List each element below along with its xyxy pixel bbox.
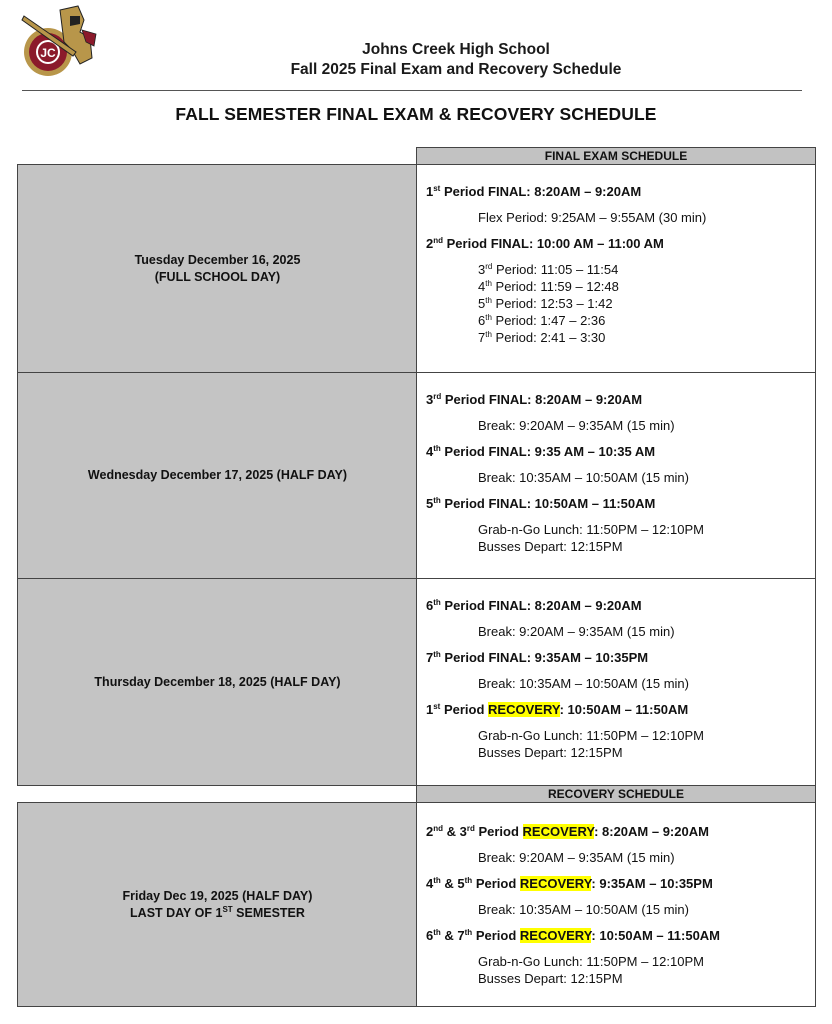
- time-range: Period: 11:59 – 12:48: [491, 279, 619, 294]
- day-cell-wednesday: [17, 372, 417, 579]
- time-range: Busses Depart: 12:15PM: [478, 539, 623, 554]
- schedule-detail-line: [426, 953, 815, 970]
- schedule-detail-line: [426, 901, 815, 918]
- schedule-detail-line: [426, 849, 815, 866]
- ordinal-suffix: ST: [222, 904, 233, 914]
- time-range: Period: 1:47 – 2:36: [491, 313, 606, 328]
- time-range: Period: 2:41 – 3:30: [491, 330, 606, 345]
- period-label: Period: [472, 876, 520, 891]
- time-range: Grab-n-Go Lunch: 11:50PM – 12:10PM: [478, 522, 704, 537]
- period-label: Period: [440, 702, 489, 717]
- schedule-detail-line: [426, 538, 815, 555]
- ordinal-suffix: rd: [433, 392, 442, 401]
- time-range: Period FINAL: 9:35 AM – 10:35 AM: [440, 444, 656, 459]
- time-range: Busses Depart: 12:15PM: [478, 971, 623, 986]
- day-type-text: SEMESTER: [232, 905, 305, 920]
- exam-period-line: [426, 701, 815, 718]
- recovery-highlight: RECOVERY: [519, 928, 592, 943]
- schedule-detail-line: [426, 417, 815, 434]
- period-number: 4: [426, 444, 434, 459]
- recovery-highlight: RECOVERY: [488, 702, 560, 717]
- exam-period-line: [426, 875, 815, 892]
- time-range: : 9:35AM – 10:35PM: [591, 876, 713, 891]
- period-number: 7: [426, 650, 434, 665]
- schedule-detail-line: [426, 727, 815, 744]
- time-range: Break: 10:35AM – 10:50AM (15 min): [478, 676, 689, 691]
- period-label: Period: [472, 928, 520, 943]
- schedule-detail-line: [426, 675, 815, 692]
- period-number: 1: [426, 184, 434, 199]
- exam-period-line: [426, 495, 815, 512]
- schedule-cell-thursday: [416, 578, 816, 786]
- day-cell-tuesday: [17, 164, 417, 373]
- logo-text: JC: [40, 46, 56, 60]
- day-type: [123, 905, 313, 922]
- final-exam-schedule-header: FINAL EXAM SCHEDULE: [416, 147, 816, 165]
- day-type-text: LAST DAY OF 1: [130, 905, 223, 920]
- period-number: & 7: [440, 928, 465, 943]
- schedule-cell-tuesday: [416, 164, 816, 373]
- period-number: & 5: [440, 876, 465, 891]
- ordinal-suffix: th: [433, 496, 441, 505]
- page-title: FALL SEMESTER FINAL EXAM & RECOVERY SCHEDULE: [175, 104, 657, 124]
- period-number: 2: [426, 236, 434, 251]
- ordinal-suffix: th: [485, 279, 492, 288]
- exam-period-line: [426, 649, 815, 666]
- time-range: Grab-n-Go Lunch: 11:50PM – 12:10PM: [478, 954, 704, 969]
- time-range: Period: 12:53 – 1:42: [491, 296, 613, 311]
- schedule-detail-line: [426, 295, 815, 312]
- time-range: : 8:20AM – 9:20AM: [594, 824, 709, 839]
- day-type: (FULL SCHOOL DAY): [154, 269, 281, 284]
- school-logo-spartan: [20, 2, 106, 82]
- schedule-detail-line: [426, 469, 815, 486]
- time-range: Break: 9:20AM – 9:35AM (15 min): [478, 624, 675, 639]
- day-label: Tuesday December 16, 2025: [134, 252, 301, 267]
- time-range: Period FINAL: 8:20AM – 9:20AM: [440, 184, 642, 199]
- ordinal-suffix: nd: [433, 236, 444, 245]
- recovery-highlight: RECOVERY: [519, 876, 592, 891]
- ordinal-suffix: st: [433, 702, 441, 711]
- exam-period-line: [426, 183, 815, 200]
- ordinal-suffix: th: [433, 650, 441, 659]
- exam-period-line: [426, 391, 815, 408]
- time-range: Period FINAL: 8:20AM – 9:20AM: [440, 598, 642, 613]
- exam-period-line: [426, 597, 815, 614]
- recovery-highlight: RECOVERY: [522, 824, 595, 839]
- schedule-detail-line: [426, 970, 815, 987]
- schedule-detail-line: [426, 261, 815, 278]
- period-number: 1: [426, 702, 434, 717]
- schedule-cell-friday: [416, 802, 816, 1007]
- time-range: Busses Depart: 12:15PM: [478, 745, 623, 760]
- schedule-detail-line: [426, 521, 815, 538]
- time-range: Break: 10:35AM – 10:50AM (15 min): [478, 902, 689, 917]
- schedule-detail-line: [426, 312, 815, 329]
- exam-period-line: [426, 823, 815, 840]
- schedule-detail-line: [426, 278, 815, 295]
- day-cell-friday: [17, 802, 417, 1007]
- recovery-schedule-header: RECOVERY SCHEDULE: [416, 785, 816, 803]
- period-number: 7: [478, 330, 486, 345]
- ordinal-suffix: st: [433, 184, 441, 193]
- period-number: 6: [426, 928, 434, 943]
- period-number: 2: [426, 824, 434, 839]
- exam-period-line: [426, 927, 815, 944]
- time-range: Break: 9:20AM – 9:35AM (15 min): [478, 850, 675, 865]
- period-number: 6: [426, 598, 434, 613]
- schedule-cell-wednesday: [416, 372, 816, 579]
- time-range: Period FINAL: 10:00 AM – 11:00 AM: [443, 236, 664, 251]
- time-range: Period FINAL: 10:50AM – 11:50AM: [440, 496, 656, 511]
- period-number: 6: [478, 313, 486, 328]
- schedule-detail-line: [426, 744, 815, 761]
- document-subtitle: Fall 2025 Final Exam and Recovery Schedule: [290, 61, 622, 78]
- period-number: 4: [478, 279, 486, 294]
- period-number: 3: [478, 262, 486, 277]
- ordinal-suffix: th: [433, 876, 441, 885]
- header-divider: [22, 90, 802, 91]
- period-number: 5: [426, 496, 434, 511]
- day-label: Thursday December 18, 2025 (HALF DAY): [94, 674, 341, 689]
- ordinal-suffix: th: [464, 928, 473, 937]
- ordinal-suffix: rd: [466, 824, 475, 833]
- day-label: Friday Dec 19, 2025 (HALF DAY): [122, 888, 313, 903]
- ordinal-suffix: th: [433, 928, 441, 937]
- time-range: : 10:50AM – 11:50AM: [591, 928, 721, 943]
- ordinal-suffix: th: [464, 876, 473, 885]
- time-range: Break: 10:35AM – 10:50AM (15 min): [478, 470, 689, 485]
- schedule-detail-line: [426, 623, 815, 640]
- period-number: 3: [426, 392, 434, 407]
- time-range: : 10:50AM – 11:50AM: [559, 702, 689, 717]
- ordinal-suffix: th: [485, 330, 492, 339]
- exam-period-line: [426, 235, 815, 252]
- time-range: Flex Period: 9:25AM – 9:55AM (30 min): [478, 210, 707, 225]
- schedule-detail-line: [426, 329, 815, 346]
- day-cell-thursday: [17, 578, 417, 786]
- document-header: [110, 40, 802, 80]
- time-range: Period FINAL: 9:35AM – 10:35PM: [440, 650, 649, 665]
- ordinal-suffix: th: [485, 296, 492, 305]
- ordinal-suffix: th: [433, 444, 441, 453]
- period-number: 4: [426, 876, 434, 891]
- day-label: Wednesday December 17, 2025 (HALF DAY): [87, 468, 348, 482]
- exam-period-line: [426, 443, 815, 460]
- time-range: Period: 11:05 – 11:54: [492, 262, 619, 277]
- period-number: 5: [478, 296, 486, 311]
- time-range: Break: 9:20AM – 9:35AM (15 min): [478, 418, 675, 433]
- school-name: Johns Creek High School: [362, 41, 550, 58]
- period-label: Period: [474, 824, 523, 839]
- ordinal-suffix: th: [485, 313, 492, 322]
- schedule-detail-line: [426, 209, 815, 226]
- time-range: Grab-n-Go Lunch: 11:50PM – 12:10PM: [478, 728, 704, 743]
- ordinal-suffix: nd: [433, 824, 444, 833]
- ordinal-suffix: th: [433, 598, 441, 607]
- time-range: Period FINAL: 8:20AM – 9:20AM: [441, 392, 643, 407]
- ordinal-suffix: rd: [485, 262, 493, 271]
- period-number: & 3: [443, 824, 467, 839]
